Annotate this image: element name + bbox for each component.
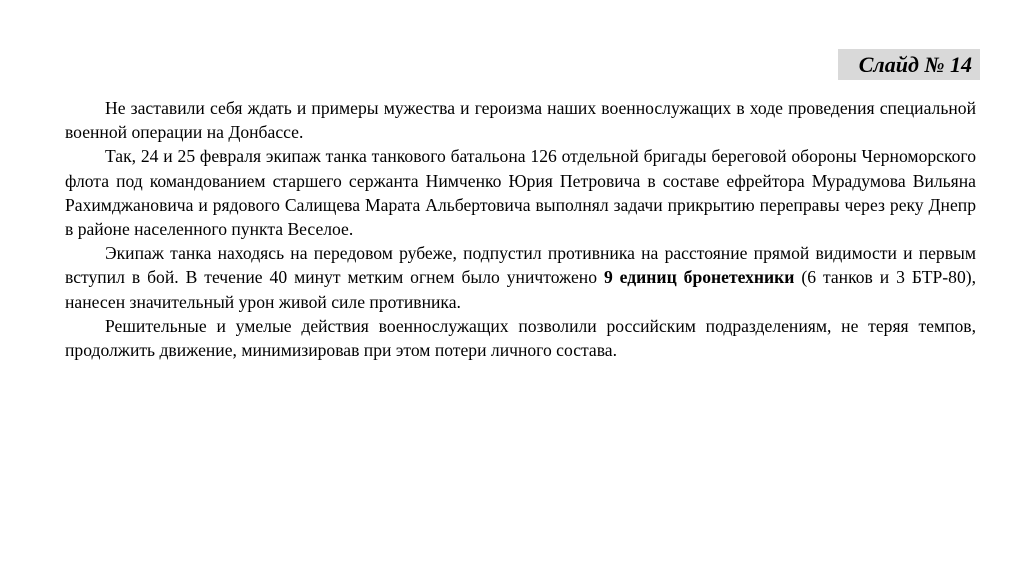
paragraph-2: Так, 24 и 25 февраля экипаж танка танкового батальона 126 отдельной бригады береговой обороны Черноморского флота под командованием старшего сержанта Нимченко Юрия Петровича в составе ефрейтора Мурадумова Вильяна Рахимджановича и рядового Салищева Марата Альбертовича выполнял задачи прикрытию переправы через реку Днепр в районе населенного пункта Веселое. bbox=[65, 146, 976, 240]
paragraph-3 bbox=[65, 241, 976, 314]
paragraph-1: Не заставили себя ждать и примеры мужества и героизма наших военнослужащих в ходе проведения специальной военной операции на Донбассе. bbox=[65, 98, 976, 143]
paragraph-3-text-start: Экипаж танка находясь на передовом рубеже, подпустил противника на расстояние прямой видимости и первым вступил в бой. В течение 40 минут метким огнем было уничтожено bbox=[65, 243, 976, 288]
paragraph-3-text-end: (6 танков и 3 БТР-80), нанесен значительный урон живой силе противника. bbox=[65, 267, 977, 312]
paragraph-3-bold-highlight: 9 единиц бронетехники bbox=[603, 267, 795, 288]
slide-body-text bbox=[65, 96, 976, 362]
slide-number-label: Слайд № 14 bbox=[838, 49, 980, 80]
paragraph-4: Решительные и умелые действия военнослужащих позволили российским подразделениям, не теряя темпов, продолжить движение, минимизировав при этом потери личного состава. bbox=[65, 315, 976, 361]
